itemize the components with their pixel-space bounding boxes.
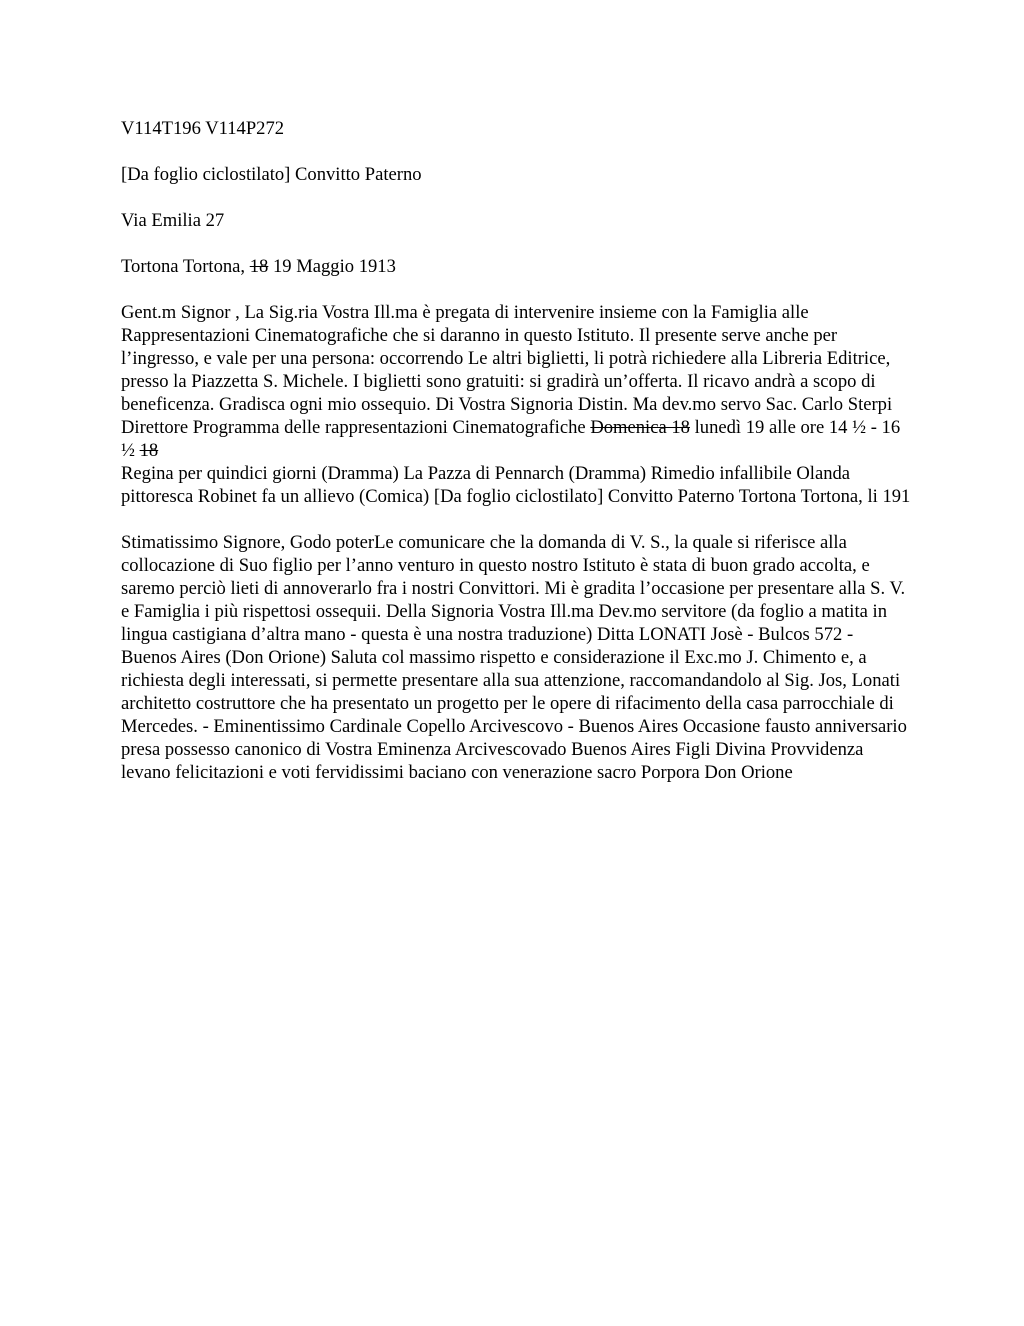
- struck-text: Domenica 18: [590, 417, 690, 438]
- struck-text: 18: [249, 256, 269, 277]
- dateline-suffix: 19 Maggio 1913: [268, 256, 396, 277]
- document-heading: [Da foglio ciclostilato] Convitto Paterno: [121, 164, 422, 185]
- letter-invitation-text: Gent.m Signor , La Sig.ria Vostra Ill.ma è pregata di intervenire insieme con la Famiglia alle Rappresentazioni Cinematografiche che si daranno in questo Istituto. Il presente serve anche per l’ingresso, e vale per una persona: occorrendo Le altri biglietti, li potrà richiedere alla Libreria Editrice, presso la Piazzetta S. Michele. I biglietti sono gratuiti: si gradirà un’offerta. Il ricavo andrà a scopo di beneficenza. Gradisca ogni mio ossequio. Di Vostra Signoria Distin. Ma dev.mo servo Sac. Carlo Sterpi Direttore Programma delle rappresentazioni Cinematografiche: [121, 302, 893, 438]
- address-line: Via Emilia 27: [121, 210, 225, 231]
- letter-invitation: [121, 301, 911, 462]
- struck-text: 18: [139, 440, 159, 461]
- dateline: [121, 255, 911, 278]
- letter-invitation-time: lunedì 19 alle ore 14 ½ - 16 ½: [121, 417, 901, 461]
- document-reference: V114T196 V114P272: [121, 118, 285, 139]
- letter-acceptance: Stimatissimo Signore, Godo poterLe comunicare che la domanda di V. S., la quale si riferisce alla collocazione di Suo figlio per l’anno venturo in questo nostro Istituto è stata di buon grado accolta, e saremo perciò lieti di annoverarlo fra i nostri Convittori. Mi è gradita l’occasione per presentare alla S. V. e Famiglia i più rispettosi ossequii. Della Signoria Vostra Ill.ma Dev.mo servitore (da foglio a matita in lingua castigiana d’altra mano - questa è una nostra traduzione) Ditta LONATI Josè - Bulcos 572 - Buenos Aires (Don Orione) Saluta col massimo rispetto e considerazione il Exc.mo J. Chimento e, a richiesta degli interessati, si permette presentare alla sua attenzione, raccomandandolo al Sig. Jos, Lonati architetto costruttore che ha presentato un progetto per le opere di rifacimento della casa parrocchiale di Mercedes. - Eminentissimo Cardinale Copello Arcivescovo - Buenos Aires Occasione fausto anniversario presa possesso canonico di Vostra Eminenza Arcivescovado Buenos Aires Figli Divina Provvidenza levano felicitazioni e voti fervidissimi baciano con venerazione sacro Porpora Don Orione: [121, 532, 907, 783]
- dateline-prefix: Tortona Tortona,: [121, 256, 250, 277]
- document-page: [121, 117, 911, 807]
- program-paragraph: Regina per quindici giorni (Dramma) La Pazza di Pennarch (Dramma) Rimedio infallibile Olanda pittoresca Robinet fa un allievo (Comica) [Da foglio ciclostilato] Convitto Paterno Tortona Tortona, li 191: [121, 463, 911, 507]
